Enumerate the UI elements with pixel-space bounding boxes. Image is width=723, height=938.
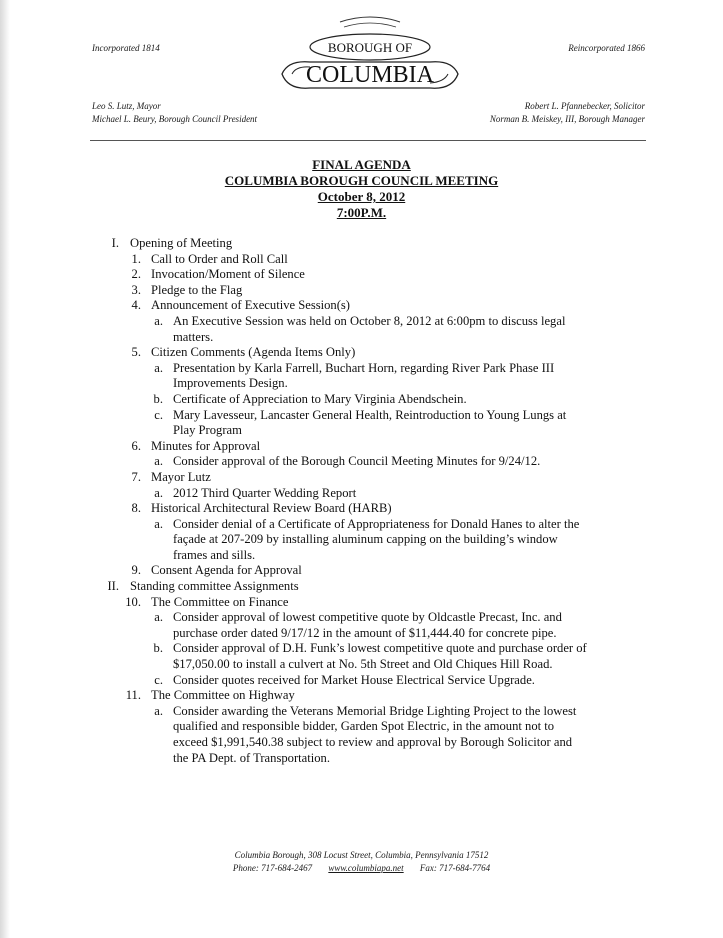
agenda-item	[0, 548, 723, 564]
agenda-item	[0, 595, 723, 611]
agenda-item-marker: a.	[154, 516, 163, 531]
agenda-item	[0, 314, 723, 330]
agenda-item-marker: a.	[154, 703, 163, 718]
agenda-item-marker: 10.	[125, 594, 141, 609]
agenda-item-marker: II.	[107, 579, 119, 594]
agenda-title-block	[0, 157, 723, 221]
agenda-item	[0, 532, 723, 548]
agenda-item-text: Announcement of Executive Session(s)	[151, 298, 351, 313]
agenda-item	[0, 330, 723, 346]
agenda-item-text: Certificate of Appreciation to Mary Virginia Abendschein.	[173, 391, 467, 406]
header-divider	[90, 140, 646, 141]
final-agenda-heading: FINAL AGENDA	[312, 157, 411, 172]
agenda-item-text: An Executive Session was held on October 8, 2012 at 6:00pm to discuss legal	[173, 313, 566, 328]
agenda-item	[0, 735, 723, 751]
agenda-item	[0, 423, 723, 439]
meeting-heading: COLUMBIA BOROUGH COUNCIL MEETING	[224, 173, 499, 188]
agenda-item-marker: a.	[154, 610, 163, 625]
agenda-item-text: Improvements Design.	[173, 376, 288, 391]
agenda-item	[0, 283, 723, 299]
agenda-item-marker: c.	[154, 407, 163, 422]
logo-borough-of: BOROUGH OF	[327, 40, 413, 55]
agenda-item-marker: 11.	[125, 688, 141, 703]
agenda-item-text: Consent Agenda for Approval	[151, 563, 302, 578]
agenda-item-text: Consider awarding the Veterans Memorial Bridge Lighting Project to the lowest	[173, 703, 577, 718]
agenda-item	[0, 626, 723, 642]
agenda-item	[0, 704, 723, 720]
agenda-item-text: façade at 207-209 by installing aluminum capping on the building’s window	[173, 532, 558, 547]
agenda-item	[0, 719, 723, 735]
agenda-item-text: Historical Architectural Review Board (HARB)	[151, 501, 392, 516]
agenda-item	[0, 751, 723, 767]
agenda-item-text: qualified and responsible bidder, Garden Spot Electric, in the amount not to	[173, 719, 555, 734]
agenda-item-text: frames and sills.	[173, 547, 256, 562]
agenda-item	[0, 392, 723, 408]
agenda-item-text: purchase order dated 9/17/12 in the amount of $11,444.40 for concrete pipe.	[173, 625, 557, 640]
agenda-item	[0, 673, 723, 689]
agenda-item-marker: 8.	[131, 501, 141, 516]
agenda-item-marker: a.	[154, 313, 163, 328]
agenda-list	[0, 236, 723, 766]
agenda-item-text: The Committee on Finance	[151, 594, 289, 609]
footer-website-link[interactable]: www.columbiapa.net	[328, 863, 404, 873]
agenda-item-marker: a.	[154, 360, 163, 375]
agenda-item-marker: b.	[153, 641, 163, 656]
mayor-name: Leo S. Lutz, Mayor	[92, 101, 161, 111]
agenda-item-text: Minutes for Approval	[151, 438, 261, 453]
agenda-item-text: matters.	[173, 329, 214, 344]
agenda-item-text: Consider quotes received for Market House Electrical Service Upgrade.	[173, 672, 535, 687]
footer-phone: Phone: 717-684-2467	[232, 863, 313, 873]
agenda-item-text: The Committee on Highway	[151, 688, 295, 703]
agenda-item-text: Consider denial of a Certificate of Appropriateness for Donald Hanes to alter the	[173, 516, 580, 531]
reincorporated-date: Reincorporated 1866	[568, 43, 645, 53]
agenda-item	[0, 345, 723, 361]
agenda-item	[0, 408, 723, 424]
agenda-item-marker: 2.	[131, 267, 141, 282]
agenda-item-text: Citizen Comments (Agenda Items Only)	[151, 345, 356, 360]
agenda-item-text: Mary Lavesseur, Lancaster General Health, Reintroduction to Young Lungs at	[173, 407, 567, 422]
agenda-item	[0, 563, 723, 579]
agenda-item	[0, 579, 723, 595]
agenda-item-marker: c.	[154, 672, 163, 687]
agenda-item	[0, 641, 723, 657]
agenda-item-text: the PA Dept. of Transportation.	[173, 750, 330, 765]
agenda-item	[0, 517, 723, 533]
agenda-item-marker: 3.	[131, 282, 141, 297]
agenda-item-text: Mayor Lutz	[151, 469, 211, 484]
agenda-item-marker: 6.	[131, 438, 141, 453]
agenda-item	[0, 361, 723, 377]
agenda-item	[0, 454, 723, 470]
agenda-item-text: Consider approval of lowest competitive quote by Oldcastle Precast, Inc. and	[173, 610, 562, 625]
agenda-item-marker: b.	[153, 391, 163, 406]
agenda-item-text: 2012 Third Quarter Wedding Report	[173, 485, 357, 500]
logo-columbia: COLUMBIA	[305, 62, 435, 88]
council-president-name: Michael L. Beury, Borough Council President	[92, 114, 258, 124]
footer-contact	[0, 862, 723, 875]
agenda-item	[0, 501, 723, 517]
footer-address: Columbia Borough, 308 Locust Street, Columbia, Pennsylvania 17512	[234, 850, 489, 860]
agenda-item-text: Consider approval of D.H. Funk’s lowest competitive quote and purchase order of	[173, 641, 587, 656]
agenda-item-text: Invocation/Moment of Silence	[151, 267, 305, 282]
agenda-item	[0, 486, 723, 502]
agenda-item-text: Opening of Meeting	[130, 236, 233, 250]
agenda-item-text: $17,050.00 to install a culvert at No. 5th Street and Old Chiques Hill Road.	[173, 657, 553, 672]
meeting-time: 7:00P.M.	[336, 205, 387, 220]
agenda-item	[0, 439, 723, 455]
agenda-item-marker: 7.	[131, 469, 141, 484]
agenda-item-text: Pledge to the Flag	[151, 282, 243, 297]
agenda-item-text: Play Program	[173, 423, 242, 438]
agenda-item-marker: 4.	[131, 298, 141, 313]
agenda-item	[0, 267, 723, 283]
agenda-item	[0, 236, 723, 252]
agenda-item	[0, 376, 723, 392]
letterhead-footer	[0, 849, 723, 875]
agenda-item-text: Presentation by Karla Farrell, Buchart Horn, regarding River Park Phase III	[173, 360, 555, 375]
agenda-item-marker: I.	[111, 236, 119, 250]
officials-left	[92, 100, 257, 126]
agenda-item	[0, 688, 723, 704]
agenda-item	[0, 657, 723, 673]
agenda-item-marker: 9.	[131, 563, 141, 578]
solicitor-name: Robert L. Pfannebecker, Solicitor	[524, 101, 645, 111]
manager-name: Norman B. Meiskey, III, Borough Manager	[489, 114, 645, 124]
officials-right	[490, 100, 645, 126]
agenda-item-marker: a.	[154, 454, 163, 469]
agenda-item	[0, 470, 723, 486]
agenda-item-text: Standing committee Assignments	[130, 579, 299, 594]
agenda-item-marker: 1.	[131, 251, 141, 266]
agenda-item	[0, 610, 723, 626]
agenda-item-text: Call to Order and Roll Call	[151, 251, 288, 266]
agenda-item-text: Consider approval of the Borough Council Meeting Minutes for 9/24/12.	[173, 454, 541, 469]
agenda-item	[0, 298, 723, 314]
incorporated-date: Incorporated 1814	[92, 43, 160, 53]
agenda-item	[0, 252, 723, 268]
agenda-item-marker: 5.	[131, 345, 141, 360]
borough-logo	[270, 14, 470, 100]
agenda-item-text: exceed $1,991,540.38 subject to review and approval by Borough Solicitor and	[173, 735, 573, 749]
footer-fax: Fax: 717-684-7764	[419, 863, 491, 873]
meeting-date: October 8, 2012	[317, 189, 406, 204]
agenda-item-marker: a.	[154, 485, 163, 500]
